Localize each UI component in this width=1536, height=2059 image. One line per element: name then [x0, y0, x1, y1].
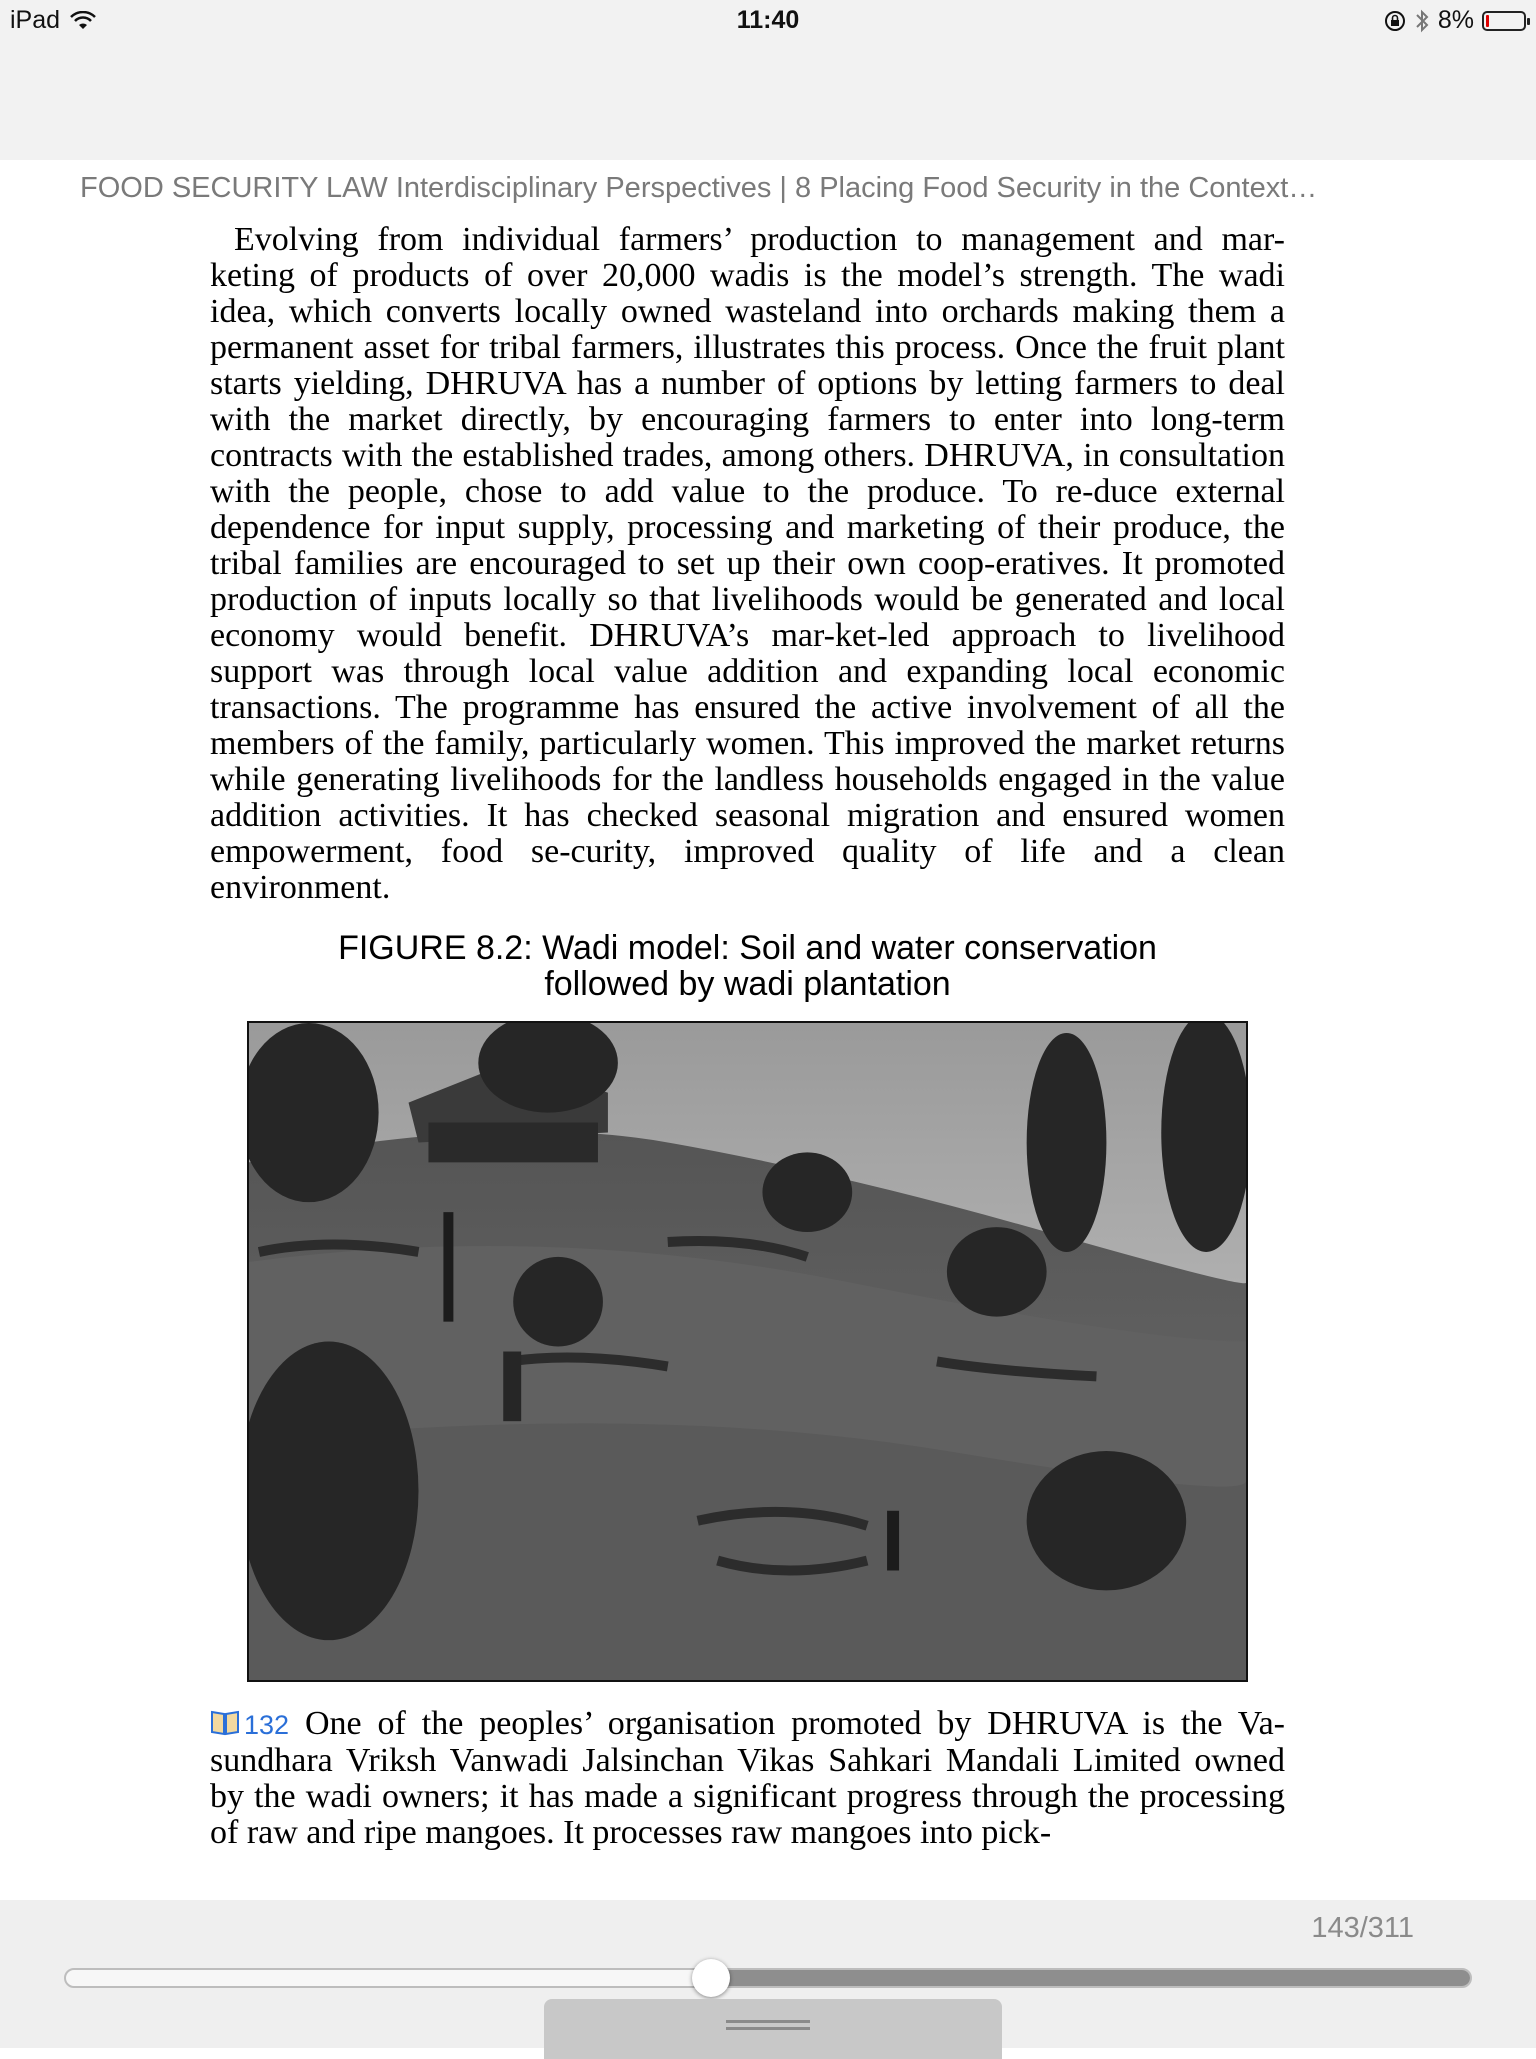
breadcrumb[interactable]: FOOD SECURITY LAW Interdisciplinary Perspectives | 8 Placing Food Security in the Context…: [80, 172, 1318, 204]
grabber-icon[interactable]: [726, 2020, 810, 2034]
figure-caption-line-1: FIGURE 8.2: Wadi model: Soil and water conservation: [338, 929, 1157, 967]
figure-photo[interactable]: [247, 1021, 1248, 1682]
paragraph-1: Evolving from individual farmers’ production to management and mar-keting of products of over 20,000 wadis is the model’s strength. The wadi idea, which converts locally owned wasteland into orchards making them a permanent asset for tribal farmers, illustrates this process. Once the fruit plant starts yielding, DHRUVA has a number of options by letting farmers to deal with the market directly, by encouraging farmers to enter into long-term contracts with the established trades, among others. DHRUVA, in consultation with the people, chose to add value to the produce. To re-duce external dependence for input supply, processing and marketing of their produce, the tribal families are encouraged to set up their own coop-eratives. It promoted production of inputs locally so that livelihoods would be generated and local economy would benefit. DHRUVA’s mar-ket-led approach to livelihood support was through local value addition and expanding local economic transactions. The programme has ensured the active involvement of all the members of the family, particularly women. This improved the market returns while generating livelihoods for the landless households engaged in the value addition activities. It has checked seasonal migration and ensured women empowerment, food se-curity, improved quality of life and a clean environment.: [210, 221, 1285, 906]
figure-caption-line-2: followed by wadi plantation: [544, 965, 951, 1003]
page-slider-fill: [713, 1970, 1470, 1986]
figure-caption: [210, 930, 1285, 1002]
page-body: [210, 222, 1285, 906]
page-slider-track[interactable]: [64, 1968, 1472, 1988]
page-reference-link[interactable]: 132: [244, 1710, 290, 1740]
status-right: [1384, 6, 1526, 35]
battery-fill: [1486, 15, 1489, 27]
battery-percent: 8%: [1437, 6, 1474, 34]
paragraph-2: [210, 1706, 1285, 1851]
book-icon[interactable]: [210, 1708, 240, 1736]
rotation-lock-icon: [1384, 10, 1406, 32]
status-time: 11:40: [736, 6, 800, 34]
paragraph-2-text: One of the peoples’ organisation promoted by DHRUVA is the Va-sundhara Vriksh Vanwadi Jalsinchan Vikas Sahkari Mandali Limited owned by the wadi owners; it has made a significant progress through the processing of raw and ripe mangoes. It processes raw mangoes into pick-: [210, 1705, 1286, 1851]
page-counter: 143/311: [1311, 1912, 1414, 1944]
device-label: iPad: [10, 6, 61, 34]
bluetooth-icon: [1414, 9, 1430, 33]
battery-icon: [1482, 11, 1526, 31]
